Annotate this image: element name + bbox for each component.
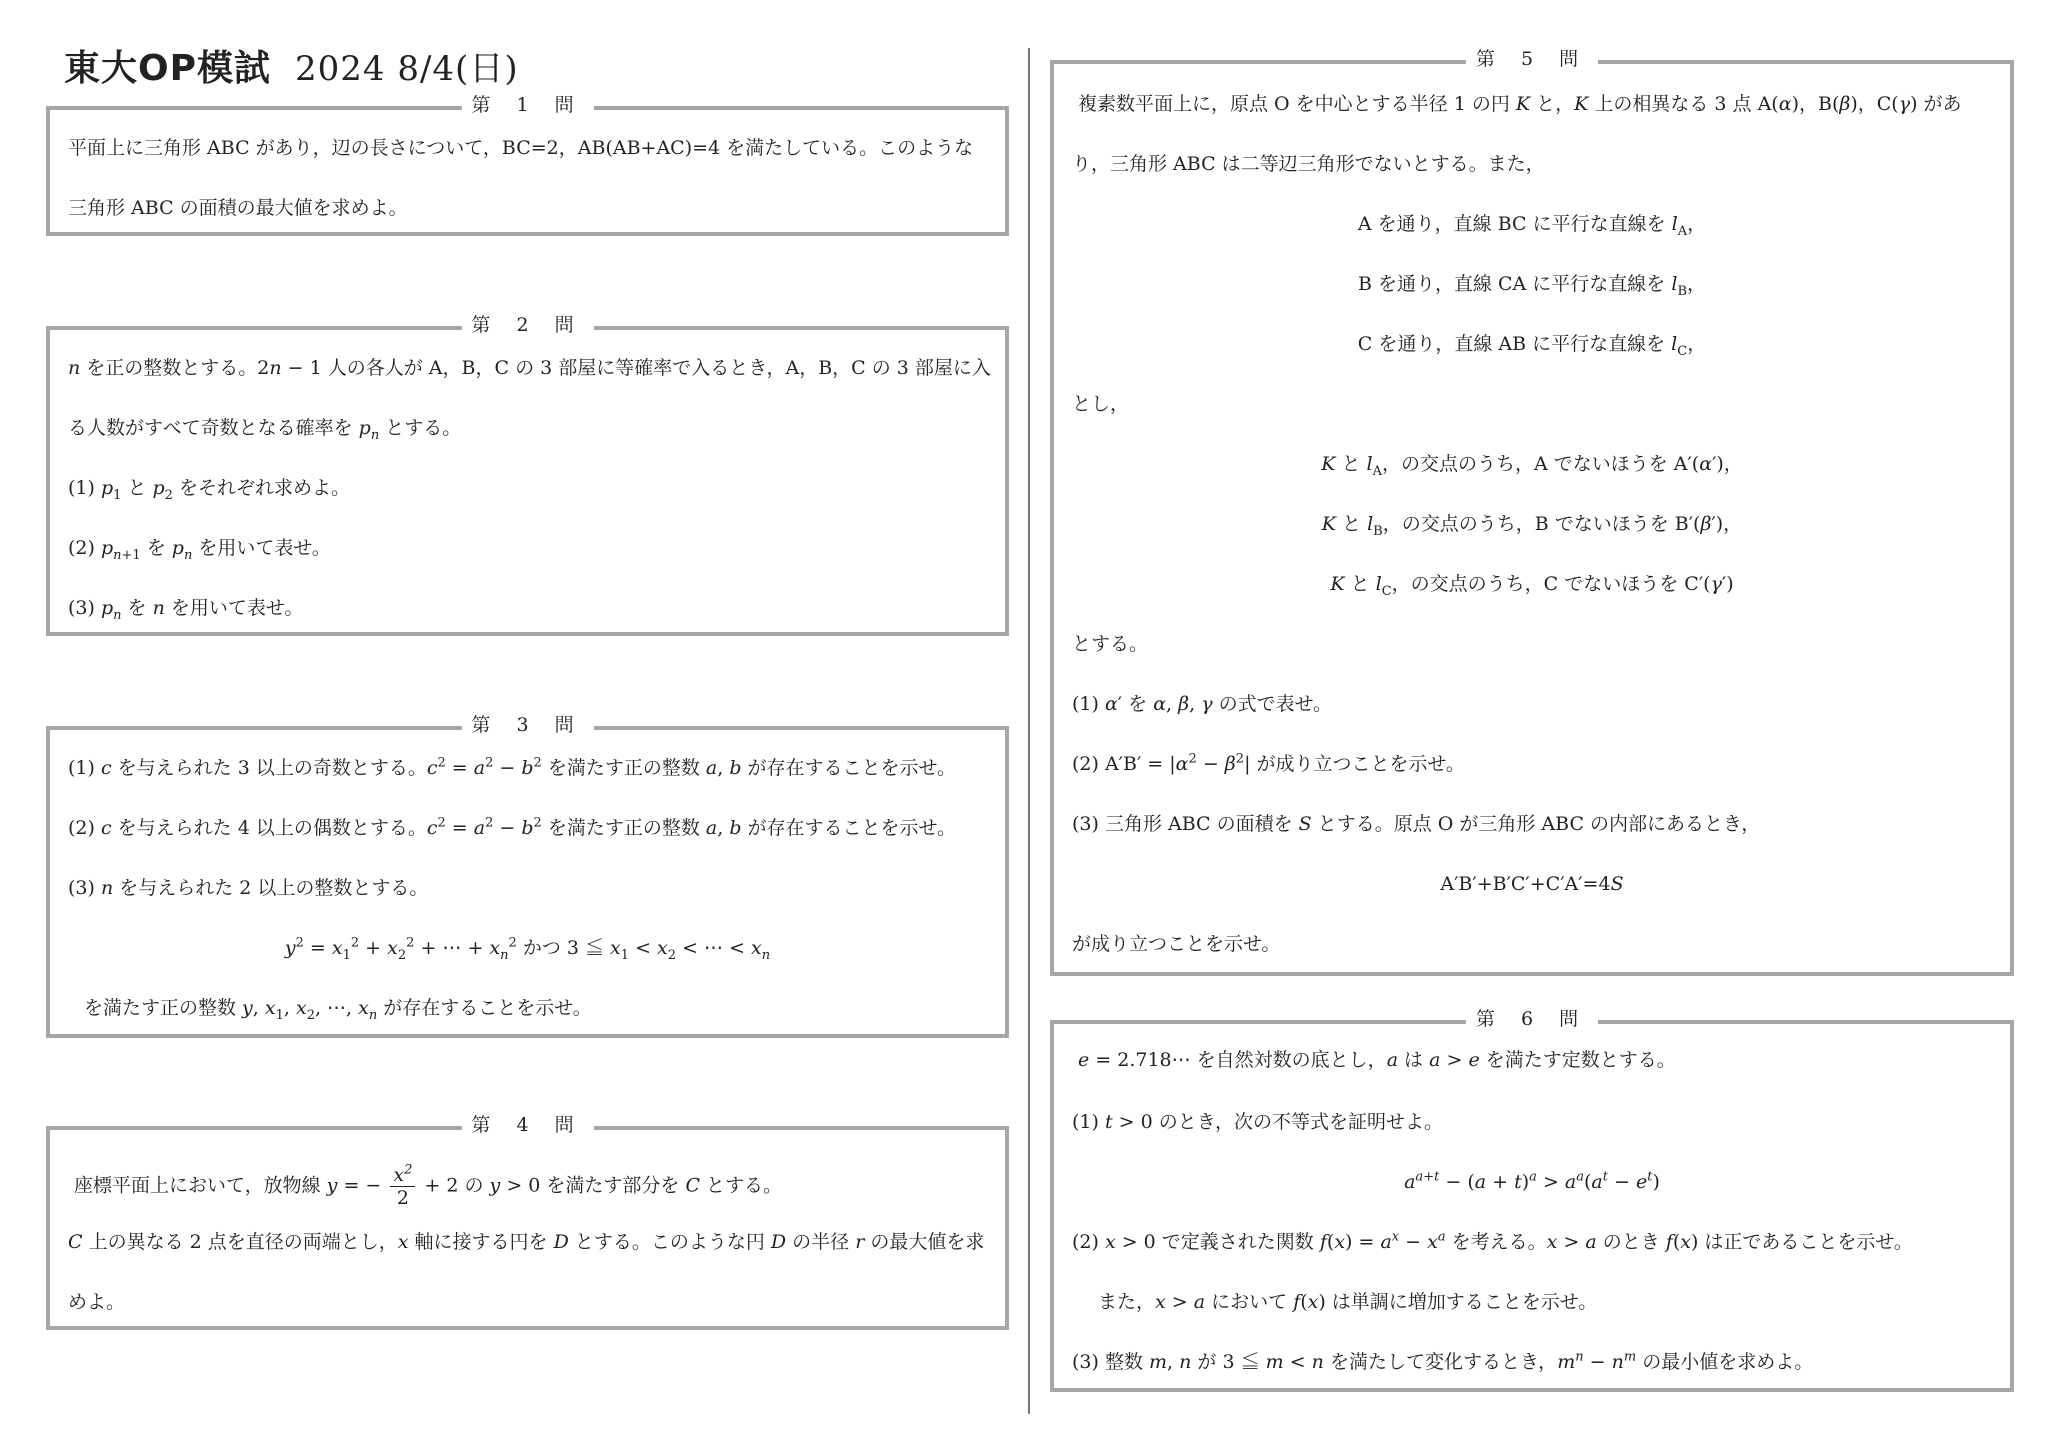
problem-2-line: (1) $p_1$ と $p_2$ をそれぞれ求めよ。: [68, 477, 350, 503]
problem-1-line: 三角形 ABC の面積の最大値を求めよ。: [68, 197, 408, 219]
problem-5-line: とし，: [1072, 393, 1130, 415]
problem-3-line: (3) n を与えられた 2 以上の整数とする。: [68, 877, 429, 899]
problem-5-line: (2) $A'B' = |\alpha^2 - \beta^2|$ が成り立つことを示せ。: [1072, 751, 1465, 775]
problem-2-box: [46, 314, 1009, 636]
problem-1-label: 第 1 問: [461, 93, 593, 117]
problem-6-line: (2) x > 0 で定義された関数 $f(x) = a^x - x^a$ を考える。x > a のとき f(x) は正であることを示せ。: [1072, 1229, 1913, 1253]
problem-4-line: 座標平面上において，放物線 y = − $\frac{x^2}{2}$ + 2 の y > 0 を満たす部分を C とする。: [74, 1162, 783, 1209]
problem-5-line-lb: B を通り，直線 CA に平行な直線を $l_B$，: [1357, 273, 1707, 299]
problem-2-label: 第 2 問: [461, 313, 593, 337]
problem-3-equation: $y^2 = x_1^2 + x_2^2$ + ⋯ + $x_n^2$ かつ 3 ≦ $x_1 < x_2$ < ⋯ < $x_n$: [284, 935, 771, 963]
problem-5-label: 第 5 問: [1466, 47, 1598, 71]
problem-4-line: めよ。: [68, 1291, 126, 1313]
problem-3-line: を満たす正の整数 y, $x_1$, $x_2$, ⋯, $x_n$ が存在することを示せ。: [84, 997, 592, 1023]
problem-5-line: 複素数平面上に，原点 O を中心とする半径 1 の円 K と，K 上の相異なる 3 点 A(α)，B(β)，C(γ) があ: [1078, 93, 1962, 115]
problem-1-line: 平面上に三角形 ABC があり，辺の長さについて，BC=2，AB(AB+AC)=4 を満たしている。このような: [68, 137, 974, 159]
problem-2-line: n を正の整数とする。2n − 1 人の各人が A，B，C の 3 部屋に等確率で入るとき，A，B，C の 3 部屋に入: [68, 357, 991, 379]
problem-6-line: e = 2.718⋯ を自然対数の底とし，a は a > e を満たす定数とする。: [1078, 1049, 1676, 1071]
problem-5-equation: A′B′+B′C′+C′A′=4S: [1440, 873, 1624, 895]
problem-5-intersection-b: K と $l_B$，の交点のうち，B でないほうを B′(β′)，: [1321, 513, 1743, 539]
problem-3-line: (2) c を与えられた 4 以上の偶数とする。$c^2 = a^2 - b^2$ を満たす正の整数 a, b が存在することを示せ。: [68, 815, 956, 839]
problem-3-line: (1) c を与えられた 3 以上の奇数とする。$c^2 = a^2 - b^2$ を満たす正の整数 a, b が存在することを示せ。: [68, 755, 956, 779]
problem-5-line: とする。: [1072, 633, 1149, 655]
problem-6-inequality: $a^{a+t} - (a + t)^a > a^a(a^t - e^t)$: [1404, 1169, 1660, 1193]
problem-6-line: (1) t > 0 のとき，次の不等式を証明せよ。: [1072, 1111, 1443, 1133]
problem-5-line: (3) 三角形 ABC の面積を S とする。原点 O が三角形 ABC の内部にあるとき，: [1072, 813, 1761, 835]
problem-2-line: (3) $p_n$ を n を用いて表せ。: [68, 597, 304, 623]
problem-3-box: [46, 714, 1009, 1038]
problem-6-line: (3) 整数 m, n が 3 ≦ m < n を満たして変化するとき，$m^n - n^m$ の最小値を求めよ。: [1072, 1349, 1814, 1373]
problem-6-label: 第 6 問: [1466, 1007, 1598, 1031]
problem-5-box: [1050, 48, 2014, 976]
column-divider: [1028, 48, 1030, 1414]
problem-6-box: [1050, 1008, 2014, 1392]
problem-5-line-la: A を通り，直線 BC に平行な直線を $l_A$，: [1357, 213, 1707, 239]
problem-1-box: [46, 94, 1009, 236]
problem-4-label: 第 4 問: [461, 1113, 593, 1137]
problem-4-line: C 上の異なる 2 点を直径の両端とし，x 軸に接する円を D とする。このような円 D の半径 r の最大値を求: [68, 1231, 985, 1253]
problem-3-label: 第 3 問: [461, 713, 593, 737]
problem-5-intersection-a: K と $l_A$，の交点のうち，A でないほうを A′(α′)，: [1321, 453, 1743, 479]
problem-5-intersection-c: K と $l_C$，の交点のうち，C でないほうを C′(γ′): [1330, 573, 1734, 599]
problem-2-line: る人数がすべて奇数となる確率を $p_n$ とする。: [68, 417, 462, 443]
problem-6-line: また，x > a において f(x) は単調に増加することを示せ。: [1098, 1291, 1598, 1313]
problem-2-line: (2) $p_{n+1}$ を $p_n$ を用いて表せ。: [68, 537, 331, 563]
exam-title: [64, 40, 519, 91]
problem-5-line-lc: C を通り，直線 AB に平行な直線を $l_C$，: [1357, 333, 1707, 359]
problem-5-line: (1) α′ を α, β, γ の式で表せ。: [1072, 693, 1333, 715]
problem-5-line: が成り立つことを示せ。: [1072, 933, 1281, 955]
problem-4-box: [46, 1114, 1009, 1330]
problem-5-line: り，三角形 ABC は二等辺三角形でないとする。また，: [1072, 153, 1545, 175]
exam-date: 2024 8/4(日): [295, 49, 519, 89]
exam-name: 東大OP模試: [64, 48, 271, 89]
